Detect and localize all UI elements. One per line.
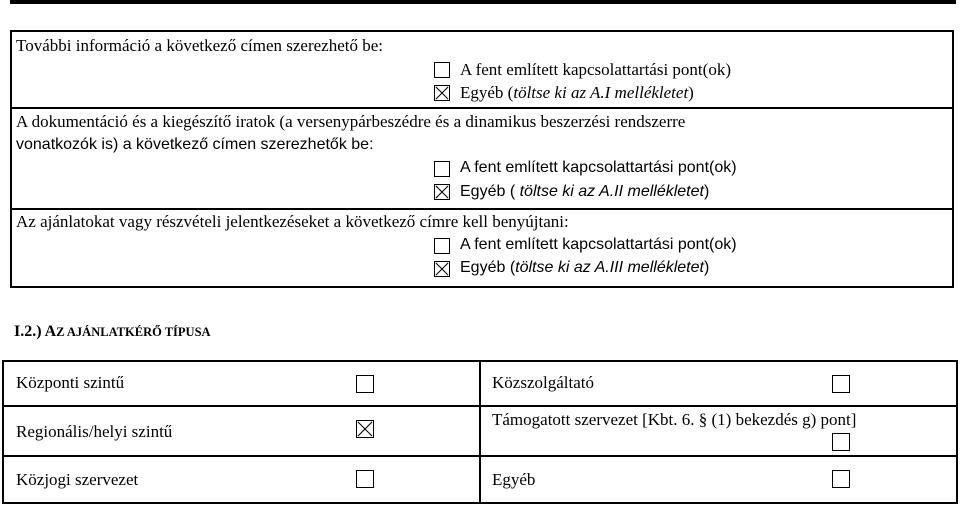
type-regional-label: Regionális/helyi szintű bbox=[16, 422, 173, 441]
section-heading bbox=[14, 323, 211, 341]
top-rule bbox=[10, 0, 956, 4]
other-address-checkbox[interactable] bbox=[434, 85, 450, 101]
type-central-checkbox[interactable] bbox=[356, 375, 374, 393]
submission-text: Az ajánlatokat vagy részvételi jelentkezéseket a következő címre kell benyújtani: bbox=[16, 212, 569, 231]
section-title-rest: Z AJÁNLATKÉRŐ TÍPUSA bbox=[56, 325, 211, 339]
documents-contact-point-label: A fent említett kapcsolattartási pont(ok) bbox=[460, 159, 737, 176]
type-other-checkbox[interactable] bbox=[832, 470, 850, 488]
type-public-law-checkbox[interactable] bbox=[356, 470, 374, 488]
documents-contact-point-checkbox[interactable] bbox=[434, 161, 450, 177]
row-divider-2 bbox=[10, 208, 954, 210]
check-x-icon bbox=[435, 185, 449, 199]
other-address-label: Egyéb (töltse ki az A.I mellékletet) bbox=[460, 83, 694, 102]
documents-text-line2: vonatkozók is) a következő címen szerezhetők be: bbox=[16, 136, 374, 153]
submission-other-label: Egyéb (töltse ki az A.III mellékletet) bbox=[460, 259, 710, 276]
section-title-initial: A bbox=[44, 323, 57, 340]
check-x-icon bbox=[435, 86, 449, 100]
contact-point-checkbox[interactable] bbox=[434, 62, 450, 78]
submission-other-checkbox[interactable] bbox=[434, 261, 450, 277]
type-public-law-label: Közjogi szervezet bbox=[16, 470, 139, 489]
type-central-label: Központi szintű bbox=[16, 373, 125, 392]
documents-text-line1: A dokumentáció és a kiegészítő iratok (a versenypárbeszédre és a dinamikus beszerzési rendszerre bbox=[16, 112, 686, 131]
type-other-label: Egyéb bbox=[492, 470, 536, 489]
check-x-icon bbox=[357, 421, 373, 437]
type-regional-checkbox[interactable] bbox=[356, 420, 374, 438]
type-subsidised-checkbox[interactable] bbox=[832, 433, 850, 451]
check-x-icon bbox=[435, 262, 449, 276]
type-utility-checkbox[interactable] bbox=[832, 375, 850, 393]
row-divider-1 bbox=[10, 107, 954, 109]
documents-other-checkbox[interactable] bbox=[434, 184, 450, 200]
info-text: További információ a következő címen szerezhető be: bbox=[16, 36, 383, 55]
submission-contact-point-label: A fent említett kapcsolattartási pont(ok) bbox=[460, 236, 737, 253]
documents-other-label: Egyéb ( töltse ki az A.II mellékletet) bbox=[460, 183, 710, 200]
table-column-divider bbox=[479, 360, 481, 504]
section-number: I.2.) bbox=[14, 323, 42, 340]
contact-point-label: A fent említett kapcsolattartási pont(ok) bbox=[460, 60, 731, 79]
type-utility-label: Közszolgáltató bbox=[492, 373, 594, 392]
submission-contact-point-checkbox[interactable] bbox=[434, 238, 450, 254]
type-subsidised-label: Támogatott szervezet [Kbt. 6. § (1) bekezdés g) pont] bbox=[492, 410, 857, 429]
